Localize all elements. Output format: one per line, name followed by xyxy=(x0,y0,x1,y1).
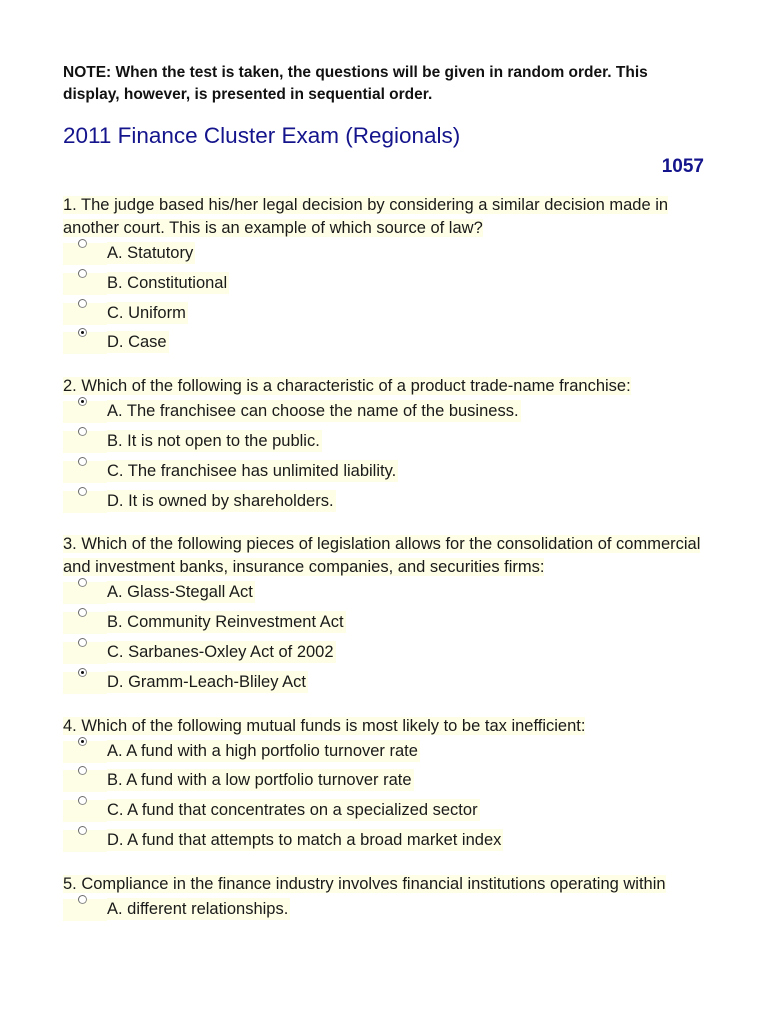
radio-cell xyxy=(63,642,107,664)
answer-option[interactable] xyxy=(63,400,708,430)
answer-option-label: A. The franchisee can choose the name of the business. xyxy=(107,402,519,421)
order-note: NOTE: When the test is taken, the questions will be given in random order. This display, however, is presented in sequential order. xyxy=(63,64,648,103)
question-3 xyxy=(63,533,708,700)
answer-option[interactable] xyxy=(63,490,708,520)
radio-cell xyxy=(63,741,107,763)
answer-option-label: A. Glass-Stegall Act xyxy=(107,583,253,602)
radio-button[interactable] xyxy=(78,299,87,308)
question-1 xyxy=(63,194,708,361)
radio-cell xyxy=(63,461,107,483)
question-text xyxy=(63,194,708,240)
radio-button[interactable] xyxy=(78,457,87,466)
exam-page xyxy=(63,62,708,942)
answer-option-label: A. Statutory xyxy=(107,244,194,262)
answer-option-label: B. Community Reinvestment Act xyxy=(107,613,344,632)
answer-option-label: A. A fund with a high portfolio turnover rate xyxy=(107,741,418,760)
answer-option[interactable] xyxy=(63,898,708,928)
question-2 xyxy=(63,375,708,519)
radio-cell xyxy=(63,431,107,453)
radio-cell xyxy=(63,582,107,604)
answer-option[interactable] xyxy=(63,611,708,641)
radio-button-checked[interactable] xyxy=(78,737,87,746)
radio-button[interactable] xyxy=(78,895,87,904)
question-5 xyxy=(63,873,708,928)
question-text-content: 3. Which of the following pieces of legislation allows for the consolidation of commercial and investment banks, insurance companies, and securities firms: xyxy=(63,535,701,577)
answer-option[interactable] xyxy=(63,769,708,799)
radio-cell xyxy=(63,612,107,634)
radio-cell xyxy=(63,273,107,295)
question-text-content: 2. Which of the following is a characteristic of a product trade-name franchise: xyxy=(63,377,631,396)
answer-option-label: D. A fund that attempts to match a broad market index xyxy=(107,830,502,849)
radio-cell xyxy=(63,830,107,852)
answer-option-label: D. Gramm-Leach-Bliley Act xyxy=(107,672,306,691)
radio-cell xyxy=(63,672,107,694)
question-text xyxy=(63,533,708,579)
question-4 xyxy=(63,715,708,859)
answer-option-label: C. Uniform xyxy=(107,303,186,322)
answer-option[interactable] xyxy=(63,671,708,701)
radio-button[interactable] xyxy=(78,796,87,805)
radio-button[interactable] xyxy=(78,239,87,248)
answer-option[interactable] xyxy=(63,272,708,302)
answer-option[interactable] xyxy=(63,242,708,272)
radio-button[interactable] xyxy=(78,487,87,496)
answer-option-label: B. A fund with a low portfolio turnover rate xyxy=(107,771,412,790)
question-text xyxy=(63,873,708,896)
question-text-content: 4. Which of the following mutual funds is most likely to be tax inefficient: xyxy=(63,716,586,735)
radio-cell xyxy=(63,800,107,822)
radio-cell xyxy=(63,491,107,513)
answer-option[interactable] xyxy=(63,430,708,460)
answer-option[interactable] xyxy=(63,331,708,361)
question-text xyxy=(63,715,708,738)
radio-button[interactable] xyxy=(78,608,87,617)
answer-options xyxy=(63,400,708,519)
answer-option[interactable] xyxy=(63,460,708,490)
radio-cell xyxy=(63,303,107,325)
answer-option-label: B. It is not open to the public. xyxy=(107,431,320,450)
answer-option-label: C. A fund that concentrates on a specialized sector xyxy=(107,801,478,820)
answer-option-label: B. Constitutional xyxy=(107,273,228,292)
radio-button[interactable] xyxy=(78,578,87,587)
radio-cell xyxy=(63,332,107,354)
answer-option[interactable] xyxy=(63,740,708,770)
answer-option-label: D. Case xyxy=(107,333,167,352)
radio-button[interactable] xyxy=(78,269,87,278)
radio-button[interactable] xyxy=(78,826,87,835)
answer-option-label: D. It is owned by shareholders. xyxy=(107,491,334,510)
radio-button-checked[interactable] xyxy=(78,397,87,406)
radio-cell xyxy=(63,770,107,792)
answer-option-label: C. Sarbanes-Oxley Act of 2002 xyxy=(107,642,334,661)
radio-button-checked[interactable] xyxy=(78,668,87,677)
answer-option[interactable] xyxy=(63,581,708,611)
answer-options xyxy=(63,581,708,700)
answer-option-label: A. different relationships. xyxy=(107,899,289,918)
answer-option[interactable] xyxy=(63,302,708,332)
answer-option-label: C. The franchisee has unlimited liability. xyxy=(107,461,397,480)
question-list xyxy=(63,194,708,928)
answer-options xyxy=(63,898,708,928)
question-text-content: 1. The judge based his/her legal decision by considering a similar decision made in another court. This is an example of which source of law? xyxy=(63,196,669,237)
radio-button-checked[interactable] xyxy=(78,328,87,337)
answer-option[interactable] xyxy=(63,799,708,829)
radio-cell xyxy=(63,899,107,921)
radio-cell xyxy=(63,401,107,423)
question-text xyxy=(63,375,708,398)
question-text-content: 5. Compliance in the finance industry involves financial institutions operating within xyxy=(63,874,666,893)
answer-option[interactable] xyxy=(63,641,708,671)
answer-option[interactable] xyxy=(63,829,708,859)
radio-cell xyxy=(63,243,107,265)
answer-options xyxy=(63,740,708,859)
answer-options xyxy=(63,242,708,361)
radio-button[interactable] xyxy=(78,638,87,647)
exam-title: 2011 Finance Cluster Exam (Regionals) xyxy=(63,123,461,148)
exam-code: 1057 xyxy=(661,156,704,177)
radio-button[interactable] xyxy=(78,766,87,775)
radio-button[interactable] xyxy=(78,427,87,436)
